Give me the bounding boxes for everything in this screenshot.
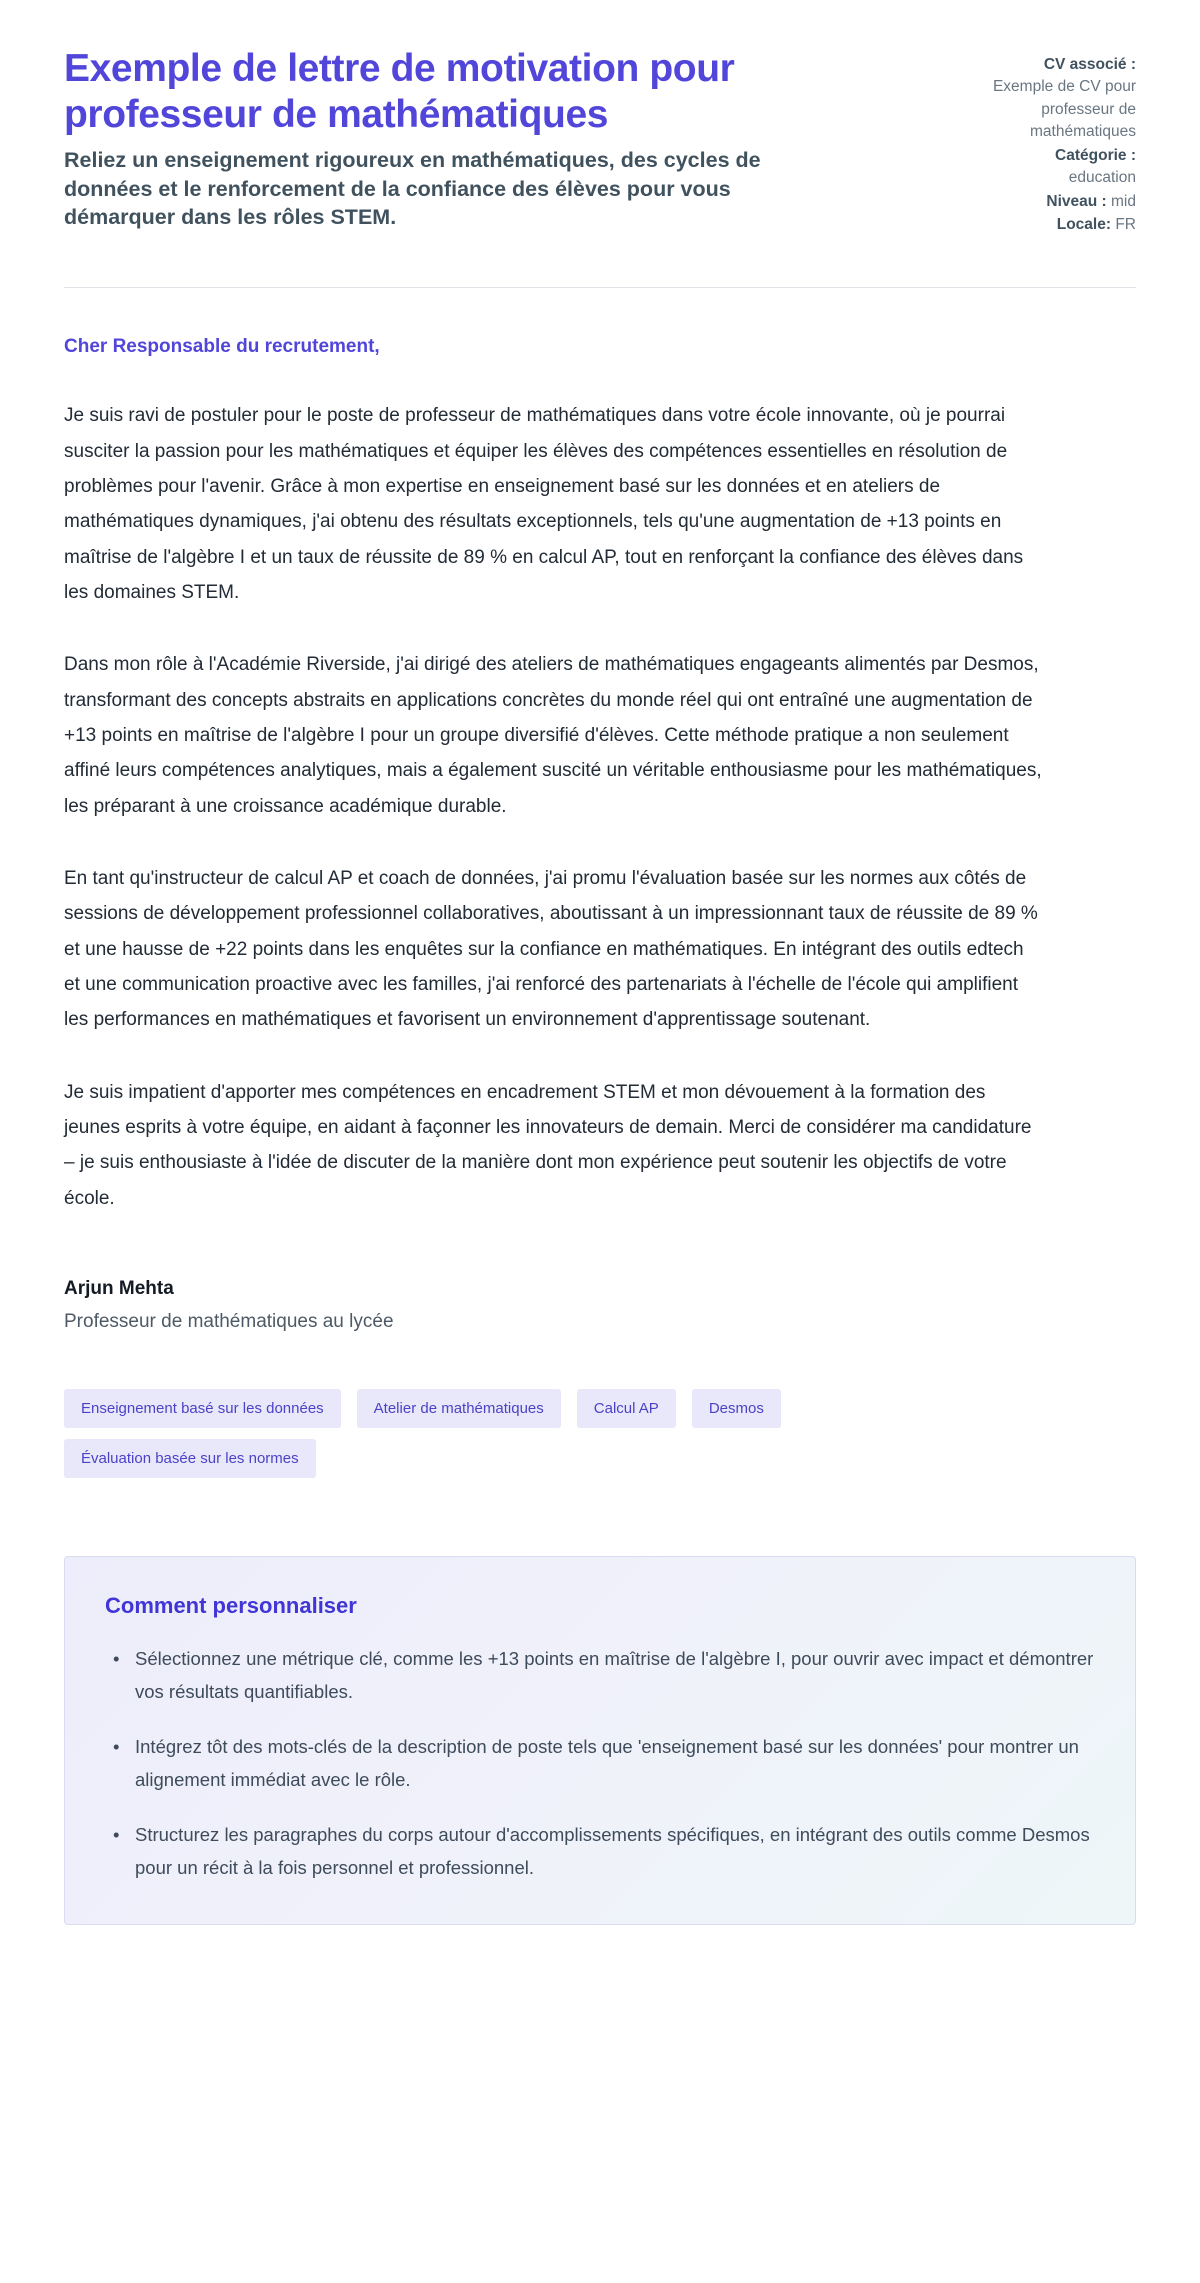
keyword-tag[interactable]: Évaluation basée sur les normes <box>64 1439 316 1478</box>
callout-tip-item: • Structurez les paragraphes du corps autour d'accomplissements spécifiques, en intégrant des outils comme Desmos pour un récit à la fois personnel et professionnel. <box>131 1819 1095 1885</box>
cover-letter-body <box>64 288 1136 1333</box>
meta-value-locale: FR <box>1115 216 1136 234</box>
letter-paragraph: Dans mon rôle à l'Académie Riverside, j'ai dirigé des ateliers de mathématiques engageants alimentés par Desmos, transformant des concepts abstraits en applications concrètes du monde réel qui ont entraîné une augmentation de +13 points en maîtrise de l'algèbre I pour un groupe diversifié d'élèves. Cette méthode pratique a non seulement affiné leurs compétences analytiques, mais a également suscité un véritable enthousiasme pour les mathématiques, les préparant à une croissance académique durable. <box>64 654 1042 817</box>
page-title: Exemple de lettre de motivation pour professeur de mathématiques <box>64 47 735 137</box>
document-metadata <box>936 46 1136 238</box>
meta-label-related-cv: CV associé : <box>1043 56 1136 73</box>
customization-callout <box>64 1556 1136 1926</box>
keyword-tag-list <box>64 1389 994 1478</box>
header-text-block <box>64 46 788 232</box>
meta-row-locale <box>936 214 1136 236</box>
callout-tip-item: • Sélectionnez une métrique clé, comme les +13 points en maîtrise de l'algèbre I, pour ouvrir avec impact et démontrer vos résultats quantifiables. <box>131 1643 1095 1709</box>
callout-title: Comment personnaliser <box>105 1592 357 1618</box>
letter-paragraph: Je suis ravi de postuler pour le poste de professeur de mathématiques dans votre école innovante, où je pourrai susciter la passion pour les mathématiques et équiper les élèves des compétences essentielles en résolution de problèmes pour l'avenir. Grâce à mon expertise en enseignement basé sur les données et en ateliers de mathématiques dynamiques, j'ai obtenu des résultats exceptionnels, tels qu'une augmentation de +13 points en maîtrise de l'algèbre I et un taux de réussite de 89 % en calcul AP, tout en renforçant la confiance des élèves dans les domaines STEM. <box>64 405 1024 603</box>
keyword-tag[interactable]: Atelier de mathématiques <box>357 1389 561 1428</box>
keyword-tag[interactable]: Desmos <box>692 1389 781 1428</box>
meta-row-related-cv <box>936 54 1136 144</box>
letter-salutation: Cher Responsable du recrutement, <box>64 335 380 357</box>
callout-tip-list <box>105 1643 1095 1885</box>
signature-role: Professeur de mathématiques au lycée <box>64 1310 394 1332</box>
page-subtitle: Reliez un enseignement rigoureux en mathématiques, des cycles de données et le renforcement de la confiance des élèves pour vous démarquer dans les rôles STEM. <box>64 148 761 230</box>
keyword-tag[interactable]: Calcul AP <box>577 1389 676 1428</box>
meta-row-level <box>936 191 1136 213</box>
meta-row-category <box>936 145 1136 190</box>
callout-tip-item: • Intégrez tôt des mots-clés de la description de poste tels que 'enseignement basé sur les données' pour montrer un alignement immédiat avec le rôle. <box>131 1731 1095 1797</box>
meta-value-related-cv: Exemple de CV pour professeur de mathématiques <box>992 78 1136 141</box>
meta-value-category: education <box>1068 169 1136 187</box>
letter-paragraph: En tant qu'instructeur de calcul AP et coach de données, j'ai promu l'évaluation basée sur les normes aux côtés de sessions de développement professionnel collaboratives, aboutissant à un impressionnant taux de réussite de 89 % et une hausse de +22 points dans les enquêtes sur la confiance en mathématiques. En intégrant des outils edtech et une communication proactive avec les familles, j'ai renforcé des partenariats à l'échelle de l'école qui amplifient les performances en mathématiques et favorisent un environnement d'apprentissage soutenant. <box>64 867 1038 1031</box>
meta-label-level: Niveau : <box>1046 192 1107 210</box>
meta-label-category: Catégorie : <box>1055 146 1136 164</box>
letter-signature <box>64 1278 1136 1333</box>
document-inner <box>64 0 1136 1925</box>
meta-label-locale: Locale: <box>1056 216 1112 234</box>
keyword-tag[interactable]: Enseignement basé sur les données <box>64 1389 341 1428</box>
signature-name: Arjun Mehta <box>64 1277 174 1299</box>
letter-paragraph: Je suis impatient d'apporter mes compétences en encadrement STEM et mon dévouement à la formation des jeunes esprits à votre équipe, en aidant à façonner les innovateurs de demain. Merci de considérer ma candidature – je suis enthousiaste à l'idée de discuter de la manière dont mon expérience peut soutenir les objectifs de votre école. <box>64 1081 1032 1209</box>
document-header <box>64 46 1136 238</box>
meta-value-level: mid <box>1111 192 1136 210</box>
